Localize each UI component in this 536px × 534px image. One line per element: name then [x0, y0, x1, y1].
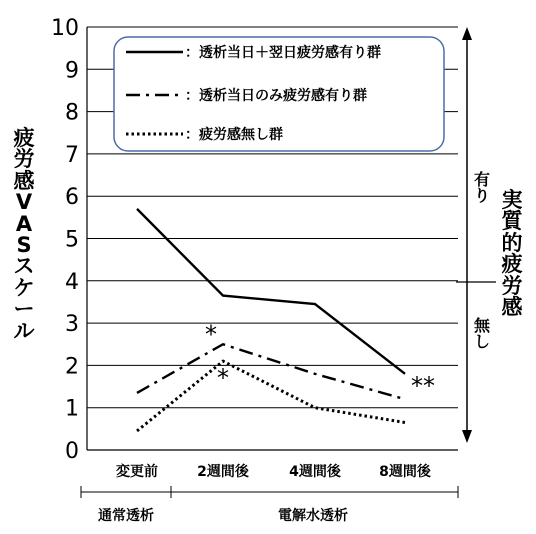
series-lines — [137, 209, 405, 431]
y-tick-label: 5 — [65, 227, 79, 253]
legend-label: ：疲労感無し群 — [185, 127, 283, 143]
right-axis-lower-label: 無 し — [473, 316, 490, 352]
y-axis-label: 疲 労 感 V A S ス ケ ー ル — [13, 126, 35, 343]
y-tick-label: 8 — [65, 100, 79, 126]
series-line-1 — [137, 209, 405, 374]
legend — [114, 37, 444, 151]
y-tick-label: 7 — [65, 142, 79, 168]
legend-label: ：透析当日のみ疲労感有り群 — [185, 88, 367, 104]
arrow-head-up — [462, 27, 472, 40]
y-tick-label: 4 — [65, 269, 79, 295]
arrow-head-down — [462, 430, 472, 443]
x-tick-label: 2週間後 — [197, 464, 249, 480]
y-tick-label: 9 — [65, 58, 79, 84]
significance-marker: * — [205, 320, 217, 349]
right-axis-label: 実 質 的 疲 労 感 — [501, 188, 523, 320]
x-tick-label: 変更前 — [116, 464, 158, 480]
right-arrow-axis — [456, 27, 496, 443]
y-tick-labels — [51, 16, 79, 464]
y-tick-label: 3 — [65, 312, 79, 338]
group-label: 電解水透析 — [278, 508, 348, 524]
legend-label: ：透析当日＋翌日疲労感有り群 — [185, 45, 381, 61]
y-tick-label: 2 — [65, 354, 79, 380]
significance-marker: ** — [411, 372, 435, 401]
x-tick-label: 8週間後 — [379, 464, 431, 480]
x-groups — [81, 486, 458, 524]
annotations — [205, 320, 435, 400]
significance-marker: * — [217, 364, 229, 393]
x-tick-label: 4週間後 — [289, 464, 341, 480]
y-tick-label: 0 — [65, 439, 79, 464]
y-tick-label: 10 — [51, 16, 79, 41]
group-label: 通常透析 — [98, 508, 154, 524]
x-tick-labels — [116, 463, 432, 480]
series-line-3 — [137, 361, 405, 431]
y-tick-label: 1 — [65, 396, 79, 422]
y-tick-label: 6 — [65, 185, 79, 211]
right-axis-upper-label: 有 り — [473, 170, 490, 206]
series-line-2 — [137, 344, 405, 399]
